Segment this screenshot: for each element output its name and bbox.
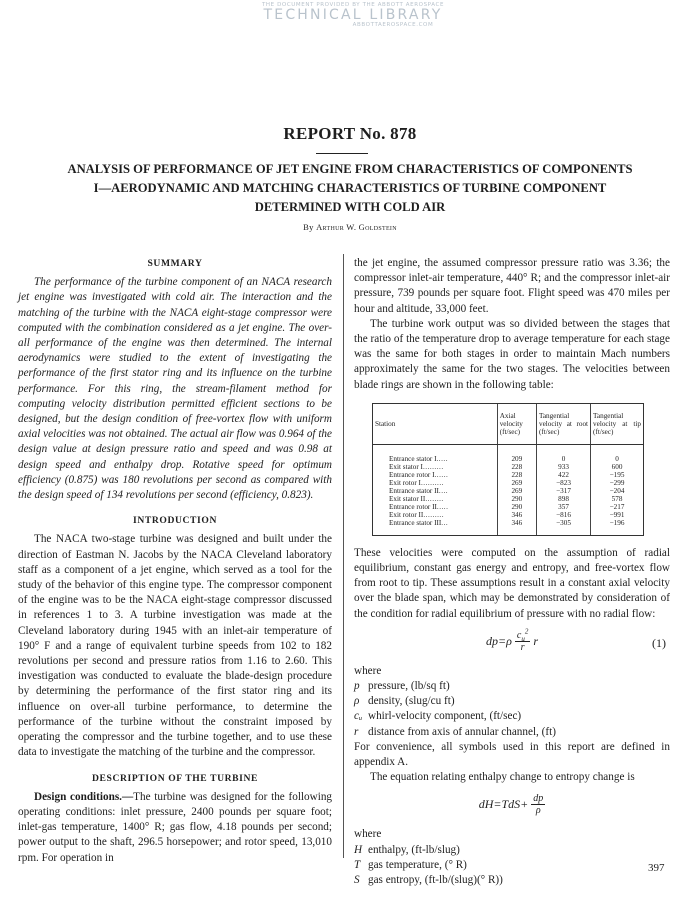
where-label-1: where	[354, 664, 382, 677]
symbol: S	[354, 874, 360, 887]
station-label: Exit stator I	[389, 462, 423, 471]
title-line: DETERMINED WITH COLD AIR	[254, 200, 446, 214]
station-label: Exit rotor I	[389, 478, 421, 487]
right-column	[354, 256, 670, 888]
station-cell	[373, 463, 497, 471]
axial-velocity-cell: 346	[497, 519, 536, 535]
header-tip: Tangential velocity at tip (ft/sec)	[591, 404, 643, 445]
station-cell	[373, 479, 497, 487]
leader-dots: ...	[441, 518, 449, 527]
watermark-library: TECHNICAL LIBRARY	[263, 7, 443, 23]
axial-velocity-cell: 269	[497, 487, 536, 495]
equation-1-lhs: dp=ρ	[486, 633, 512, 648]
introduction-heading: INTRODUCTION	[133, 515, 217, 527]
where-label-2: where	[354, 828, 382, 841]
convenience-note: For convenience, all symbols used in this report are defined in appendix A.	[354, 740, 670, 769]
symbol-description: pressure, (lb/sq ft)	[368, 680, 450, 693]
design-conditions-paragraph	[18, 790, 332, 866]
symbol-item	[354, 709, 670, 724]
symbol-description: gas temperature, (° R)	[368, 858, 467, 871]
station-cell	[373, 471, 497, 479]
page-number: 397	[648, 862, 665, 874]
root-velocity-cell: 933	[536, 463, 590, 471]
tip-velocity-cell: −196	[591, 519, 643, 535]
tip-velocity-cell: −299	[591, 479, 643, 487]
equation-1	[354, 627, 670, 658]
axial-velocity-cell: 228	[497, 471, 536, 479]
symbol-description: density, (slug/cu ft)	[368, 695, 455, 708]
table-header-row	[373, 404, 643, 445]
symbol-item	[354, 858, 670, 873]
summary-heading: SUMMARY	[147, 258, 203, 269]
introduction-paragraph: The NACA two-stage turbine was designed and built under the direction of Eastman N. Jacobs by the NACA Cleveland laboratory staff as a component of a jet engine, which served as a tool for the study of the behavior of this engine type. The compressor component of the engine was to be the NACA eight-stage compressor discussed in references 1 to 3. A turbine investigation was made at the Cleveland laboratory during 1945 with an inlet-air temperature of 190° F and a range of equivalent turbine speeds from 102 to 182 revolutions per second and pressure ratios from 1.16 to 2.60. This investigation was conducted to evaluate the blade-design procedure by determining the performance of the first stator ring and its influence on over-all turbine performance, to determine the performance of the turbine without the constraint imposed by operating the compressor and the turbine together, and to use these data to investigate the matching of the turbine and the compressor.	[18, 533, 332, 759]
equation-1-fraction	[515, 627, 530, 653]
equation-1-label: (1)	[652, 635, 666, 650]
table-row	[373, 444, 643, 463]
symbol-item	[354, 843, 670, 858]
equation-1-tail: r	[533, 633, 538, 648]
description-heading: DESCRIPTION OF THE TURBINE	[91, 772, 259, 784]
tip-velocity-cell: −217	[591, 503, 643, 511]
root-velocity-cell: 898	[536, 495, 590, 503]
axial-velocity-cell: 290	[497, 503, 536, 511]
leader-dots: ..........	[420, 478, 444, 487]
station-label: Entrance stator II	[389, 486, 439, 495]
equation-1-subscript: u	[521, 634, 525, 643]
symbol-item	[354, 694, 670, 709]
root-velocity-cell: 357	[536, 503, 590, 511]
title-line: I—AERODYNAMIC AND MATCHING CHARACTERISTICS OF TURBINE COMPONENT	[93, 181, 607, 195]
table-row	[373, 503, 643, 511]
symbol-description: whirl-velocity component, (ft/sec)	[368, 710, 522, 723]
station-label: Entrance stator III	[389, 518, 442, 527]
equation-1-numerator: c	[516, 629, 522, 641]
table-row	[373, 519, 643, 535]
symbol-item	[354, 873, 670, 888]
equation-2-numerator: dp	[533, 793, 544, 805]
leader-dots: ......	[434, 470, 449, 479]
root-velocity-cell: 422	[536, 471, 590, 479]
table-row	[373, 471, 643, 479]
table-row	[373, 463, 643, 471]
symbol: cᵤ	[354, 710, 363, 723]
tip-velocity-cell: 578	[591, 495, 643, 503]
station-cell	[373, 519, 497, 535]
symbol-description: enthalpy, (ft-lb/slug)	[368, 843, 460, 856]
table-row	[373, 479, 643, 487]
leader-dots: ........	[425, 494, 444, 503]
left-column	[18, 256, 332, 866]
station-cell	[373, 503, 497, 511]
axial-velocity-cell: 346	[497, 511, 536, 519]
symbol-item	[354, 679, 670, 694]
station-label: Exit stator II	[389, 494, 426, 503]
tip-velocity-cell: 0	[591, 444, 643, 463]
symbol: r	[354, 725, 359, 738]
symbol-item	[354, 725, 670, 740]
equation-2-lhs: dH=TdS+	[478, 797, 529, 812]
symbol-list-2	[354, 843, 670, 889]
root-velocity-cell: −816	[536, 511, 590, 519]
equation-2-denominator: ρ	[535, 805, 541, 817]
byline-prefix: By	[303, 222, 314, 232]
design-conditions-run-in: Design conditions.—	[34, 790, 134, 803]
leader-dots: ....	[438, 486, 449, 495]
watermark	[238, 2, 468, 28]
design-conditions-text: The turbine was designed for the following operating conditions: inlet pressure, 2400 pounds per square foot; inlet-gas temperature, 1400° R; gas flow, 4.18 pounds per second; power output to the shaft, 296.5 horsepower; and rotor speed, 13,010 rpm. For operation in	[18, 790, 333, 864]
tip-velocity-cell: −195	[591, 471, 643, 479]
byline	[0, 222, 700, 232]
station-cell	[373, 487, 497, 495]
symbol-list-1	[354, 679, 670, 740]
symbol: H	[354, 843, 363, 856]
equation-2	[354, 793, 670, 821]
station-label: Entrance rotor II	[389, 502, 437, 511]
symbol-description: gas entropy, (ft-lb/(slug)(° R))	[368, 874, 503, 887]
table-row	[373, 487, 643, 495]
tip-velocity-cell: 600	[591, 463, 643, 471]
table-body	[373, 444, 643, 535]
header-root: Tangential velocity at root (ft/sec)	[536, 404, 590, 445]
station-label: Exit rotor II	[389, 510, 424, 519]
equation-2-fraction	[531, 793, 545, 816]
axial-velocity-cell: 209	[497, 444, 536, 463]
station-cell	[373, 495, 497, 503]
axial-velocity-cell: 228	[497, 463, 536, 471]
header-station: Station	[373, 404, 497, 445]
leader-dots: .....	[436, 502, 449, 511]
table-row	[373, 495, 643, 503]
design-conditions-continued: the jet engine, the assumed compressor pressure ratio was 3.36; the compressor inlet-air temperature, 440° R; and the compressor inlet-air pressure, 739 pounds per square foot. Flight speed was 470 miles per hour and altitude, 33,000 feet.	[354, 257, 670, 315]
axial-velocity-cell: 269	[497, 479, 536, 487]
column-divider	[343, 254, 344, 858]
tip-velocity-cell: −204	[591, 487, 643, 495]
station-label: Entrance rotor I	[389, 470, 435, 479]
watermark-site: ABBOTTAEROSPACE.COM	[352, 22, 434, 28]
equation-1-denominator: r	[520, 641, 525, 653]
enthalpy-intro: The equation relating enthalpy change to entropy change is	[370, 771, 635, 784]
watermark-provider: THE DOCUMENT PROVIDED BY THE ABBOTT AEROSPACE	[261, 2, 445, 8]
symbol: ρ	[354, 695, 360, 708]
tip-velocity-cell: −991	[591, 511, 643, 519]
leader-dots: .........	[423, 510, 445, 519]
header-axial: Axial velocity (ft/sec)	[497, 404, 536, 445]
work-output-paragraph: The turbine work output was so divided between the stages that the ratio of the temperature drop to average temperature for each stage was the same for both stages in order to maintain Mach numbers approximately the same for the two stages. The velocities between blade rings are shown in the following table:	[354, 317, 670, 391]
leader-dots: .........	[422, 462, 444, 471]
equilibrium-paragraph: These velocities were computed on the assumption of radial equilibrium, constant gas energy and entropy, and free-vortex flow from root to tip. These assumptions result in a constant axial velocity over the blade span, which may be demonstrated by consideration of the condition for radial equilibrium of pressure with no radial flow:	[354, 546, 670, 620]
root-velocity-cell: 0	[536, 444, 590, 463]
summary-paragraph: The performance of the turbine component of an NACA research jet engine was investigated with cold air. The interaction and the matching of the turbine with the NACA eight-stage compressor were computed with the combination considered as a jet engine. The over-all performance of the engine was then determined. The internal aerodynamics were studied to the extent of investigating the performance of the first stator ring and its influence on the turbine performance. For this ring, the stream-filament method for computing velocity distribution permitted efficient sections to be designed, but the design condition of free-vortex flow with uniform axial velocities was not obtained. The actual air flow was 0.964 of the design value at design pressure ratio and speed and was 0.98 at design speed and enthalpy drop. Rotative speed for optimum efficiency (0.875) was 180 revolutions per second as compared with the design speed of 134 revolutions per second (efficiency, 0.823).	[18, 276, 332, 502]
author-name: Arthur W. Goldstein	[316, 222, 397, 232]
report-number: REPORT No. 878	[283, 124, 417, 143]
station-label: Entrance stator I	[389, 454, 437, 463]
title-rule	[316, 153, 368, 154]
table-row	[373, 511, 643, 519]
station-cell	[373, 444, 497, 463]
leader-dots: .....	[436, 454, 448, 463]
root-velocity-cell: −823	[536, 479, 590, 487]
root-velocity-cell: −317	[536, 487, 590, 495]
title-line: ANALYSIS OF PERFORMANCE OF JET ENGINE FROM CHARACTERISTICS OF COMPONENTS	[67, 162, 633, 176]
root-velocity-cell: −305	[536, 519, 590, 535]
symbol-description: distance from axis of annular channel, (ft)	[368, 725, 556, 738]
equation-1-superscript: 2	[524, 627, 529, 636]
axial-velocity-cell: 290	[497, 495, 536, 503]
symbol: T	[354, 858, 361, 871]
velocity-table	[372, 403, 644, 536]
symbol: p	[354, 680, 360, 693]
station-cell	[373, 511, 497, 519]
report-title	[0, 160, 700, 217]
